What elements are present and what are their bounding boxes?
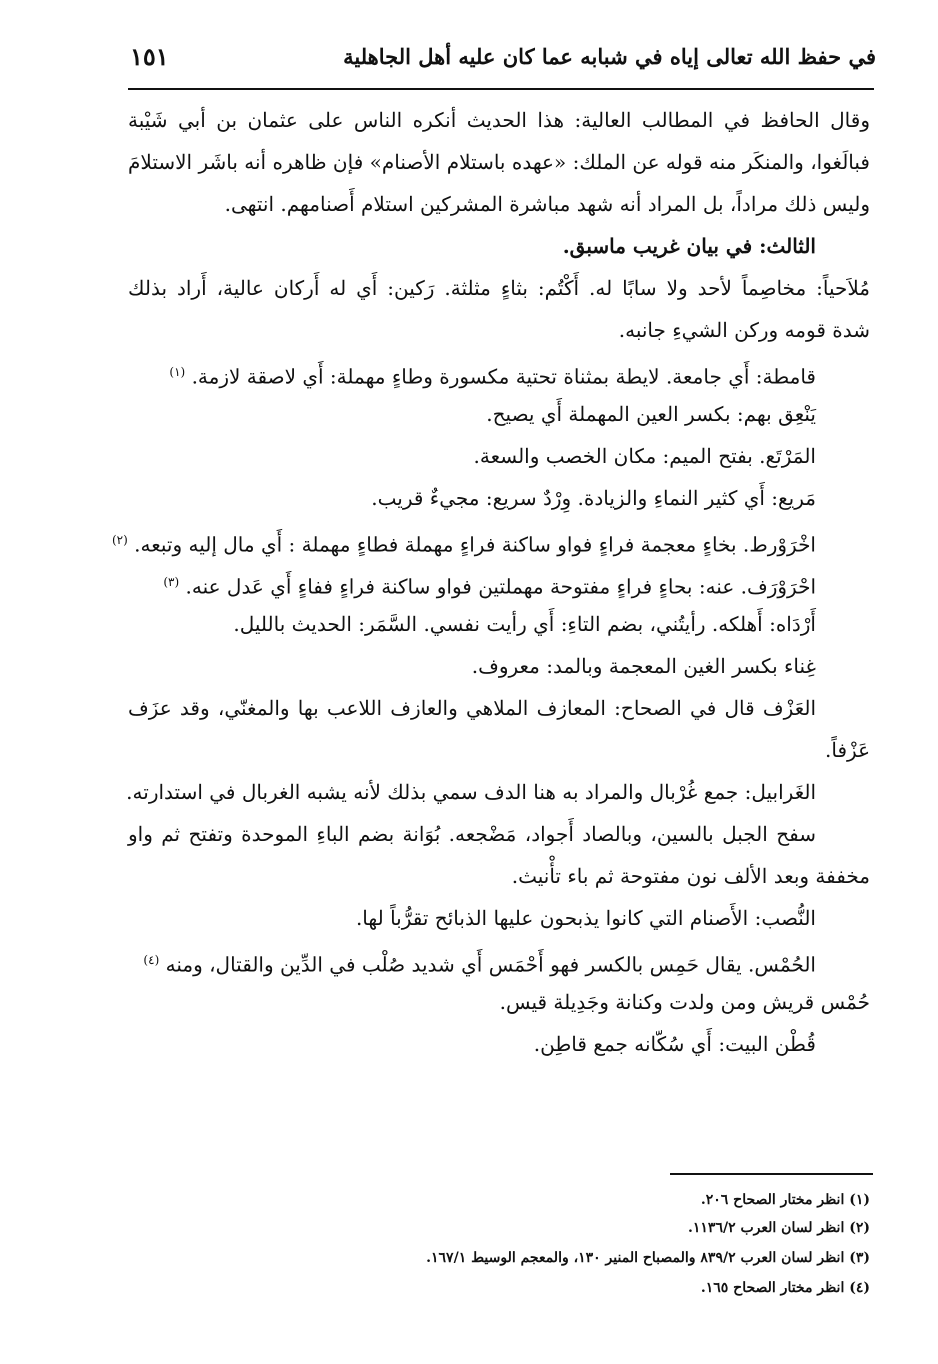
- text-line: شدة قومه وركن الشيءِ جانبه.: [618, 318, 870, 342]
- text-line: مخففة وبعد الألف نون مفتوحة ثم باء تأْنيث.: [511, 864, 870, 888]
- gloss-line: قُطْن البيت: أَي سُكّانه جمع قاطِن.: [533, 1032, 816, 1056]
- footnote: (٣) انظر لسان العرب ٨٣٩/٢ والمصباح المنير ١٣٠، والمعجم الوسيط ١٦٧/١.: [426, 1250, 870, 1266]
- text-line: فبالَغوا، والمنكَر منه قوله عن الملك: «عهده باستلام الأصنام» فإن ظاهره أنه باشَر الاستلامَ: [128, 150, 870, 174]
- footnote: (٢) انظر لسان العرب ١١٣٦/٢.: [688, 1220, 870, 1236]
- footnote: (١) انظر مختار الصحاح ٢٠٦.: [700, 1192, 870, 1208]
- gloss-line: [128, 944, 816, 981]
- text-line: وقال الحافظ في المطالب العالية: هذا الحديث أنكره الناس على عثمان بن أبي شَيْبة: [128, 108, 870, 132]
- header-rule: [128, 88, 874, 90]
- gloss-line: النُّصب: الأَصنام التي كانوا يذبحون عليها الذبائح تقرُّباً لها.: [355, 906, 816, 930]
- gloss-line: [128, 566, 816, 603]
- footnote-marker: (٤): [143, 953, 160, 967]
- gloss-text: احْرَوْرَف. عنه: بحاءٍ فراءٍ مفتوحة مهملتين فواو ساكنة فراءٍ ففاءٍ أَي عَدل عنه.: [185, 574, 816, 599]
- gloss-text: اخْرَوْرط. بخاءٍ معجمة فراءٍ فواو ساكنة فراءٍ مهملة فطاءٍ مهملة : أَي مال إليه وتبعه.: [134, 532, 816, 557]
- text-line: وليس ذلك مراداً، بل المراد أنه شهد مباشرة المشركين استلام أَصنامهم. انتهى.: [224, 192, 870, 216]
- footnote: (٤) انظر مختار الصحاح ١٦٥.: [700, 1280, 870, 1296]
- gloss-line: [128, 356, 816, 393]
- footnote-marker: (٣): [163, 575, 180, 589]
- page-number: ١٥١: [130, 42, 169, 71]
- text-line: حُمْس قريش ومن ولدت وكنانة وجَدِيلة قيس.: [499, 990, 870, 1014]
- gloss-line: يَنْعِق بهم: بكسر العين المهملة أَي يصيح.: [486, 402, 816, 426]
- gloss-line: العَزْف قال في الصحاح: المعازف الملاهي والعازف اللاعب بها والمغنّي، وقد عزَف: [128, 696, 816, 720]
- gloss-line: مَريع: أَي كثير النماءِ والزيادة. وِرْدٌ سريع: مجيءٌ قريب.: [371, 486, 816, 510]
- text-line: عَزْفاً.: [825, 738, 870, 762]
- gloss-line: [111, 524, 816, 561]
- gloss-text: الحُمْس. يقال حَمِس بالكسر فهو أَحْمَس أَي شديد صُلْب في الدِّين والقتال، ومنه: [165, 952, 816, 977]
- gloss-line: الغَرابيل: جمع غُرْبال والمراد به هنا الدف سمي بذلك لأنه يشبه الغربال في استدارته.: [126, 780, 816, 804]
- footnote-rule: [670, 1173, 873, 1175]
- gloss-text: قامطة: أَي جامعة. لايطة بمثناة تحتية مكسورة وطاءٍ مهملة: أَي لاصقة لازمة.: [191, 364, 816, 389]
- gloss-line: أَرْدَاه: أَهلكه. رأيتُني، بضم التاءِ: أَي رأيت نفسي. السَّمَر: الحديث بالليل.: [233, 612, 816, 636]
- text-line: مُلاَحياً: مخاصِماً لأحد ولا سابًا له. أَكْتُم: بثاءٍ مثلثة. رَكين: أَي له أَركان عالية، أَراد بذلك: [128, 276, 870, 300]
- section-heading: الثالث: في بيان غريب ماسبق.: [562, 234, 816, 258]
- gloss-line: المَرْتَع. بفتح الميم: مكان الخصب والسعة.: [473, 444, 816, 468]
- running-header-title: في حفظ الله تعالى إياه في شبابه عما كان عليه أهل الجاهلية: [343, 44, 876, 69]
- gloss-line: سفح الجبل بالسين، وبالصاد أَجواد، مَضْجعه. بُوَانة بضم الباءِ الموحدة وتفتح ثم واو: [128, 822, 816, 846]
- footnote-marker: (١): [169, 365, 186, 379]
- gloss-line: غِناء بكسر الغين المعجمة وبالمد: معروف.: [471, 654, 816, 678]
- footnote-marker: (٢): [111, 533, 128, 547]
